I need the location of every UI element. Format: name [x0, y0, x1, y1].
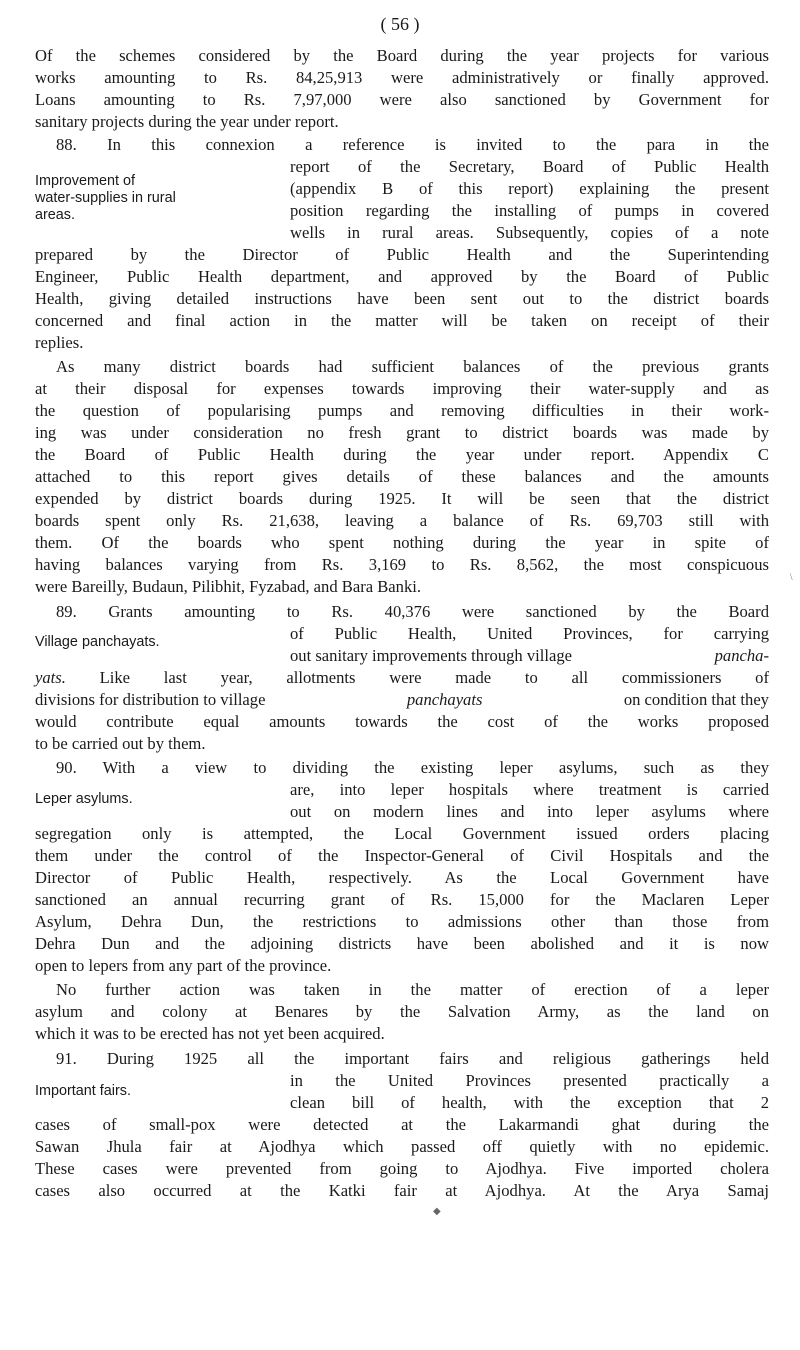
text-line: replies. [35, 333, 84, 352]
text-line: Sawan Jhula fair at Ajodhya which passed off quietly with no epidemic. [35, 1137, 769, 1156]
text-line: out on modern lines and into leper asylums where [290, 802, 769, 821]
text-line: segregation only is attempted, the Local Government issued orders placing [35, 824, 769, 843]
italic-term: panchayats [406, 690, 483, 709]
text-line: Health, giving detailed instructions have been sent out to the district boards [35, 289, 769, 308]
text-line: open to lepers from any part of the province. [35, 956, 332, 975]
text-line: cases also occurred at the Katki fair at Ajodhya. At the Arya Samaj [35, 1181, 769, 1200]
paragraph-88-start: 88. In this connexion a reference is invited to the para in the [56, 135, 769, 154]
text-line: Engineer, Public Health department, and approved by the Board of Public [35, 267, 769, 286]
text-line [290, 645, 769, 667]
margin-note-village-panchayats: Village panchayats. [35, 634, 160, 650]
text-line: were Bareilly, Budaun, Pilibhit, Fyzabad, and Bara Banki. [35, 577, 422, 596]
text-line: works amounting to Rs. 84,25,913 were administratively or finally approved. [35, 68, 769, 87]
paragraph-91-start: 91. During 1925 all the important fairs and religious gatherings held [56, 1049, 769, 1068]
margin-note-improvement: Improvement of [35, 173, 135, 189]
text-line [35, 667, 769, 689]
text-line: in the United Provinces presented practically a [290, 1071, 769, 1090]
text-line: them. Of the boards who spent nothing during the year in spite of [35, 533, 769, 552]
text-line: sanitary projects during the year under report. [35, 112, 339, 131]
text-line: clean bill of health, with the exception that 2 [290, 1093, 769, 1112]
text-line: report of the Secretary, Board of Public Health [290, 157, 769, 176]
text-line: wells in rural areas. Subsequently, copies of a note [290, 223, 769, 242]
margin-note-improvement: water-supplies in rural [35, 190, 176, 206]
text-line: (appendix B of this report) explaining the present [290, 179, 769, 198]
text-line: cases of small-pox were detected at the Lakarmandi ghat during the [35, 1115, 769, 1134]
text-line: the question of popularising pumps and removing difficulties in their work- [35, 401, 769, 420]
text-line: attached to this report gives details of these balances and the amounts [35, 467, 769, 486]
text-line: Dehra Dun and the adjoining districts have been abolished and it is now [35, 934, 769, 953]
ink-speck: \ [790, 572, 793, 582]
text-line: Of the schemes considered by the Board during the year projects for various [35, 46, 769, 65]
text-line: which it was to be erected has not yet been acquired. [35, 1024, 385, 1043]
text-segment: out sanitary improvements through village [290, 646, 573, 665]
paragraph-90-start: 90. With a view to dividing the existing leper asylums, such as they [56, 758, 769, 777]
text-line [35, 689, 769, 711]
margin-note-improvement: areas. [35, 207, 75, 223]
text-line: to be carried out by them. [35, 734, 206, 753]
text-line: As many district boards had sufficient balances of the previous grants [56, 357, 769, 376]
text-segment: on condition that they [623, 690, 769, 709]
text-line: expended by district boards during 1925. It will be seen that the district [35, 489, 769, 508]
page-number: ( 56 ) [380, 14, 420, 34]
text-line: sanctioned an annual recurring grant of Rs. 15,000 for the Maclaren Leper [35, 890, 769, 909]
paragraph-89-start: 89. Grants amounting to Rs. 40,376 were sanctioned by the Board [56, 602, 769, 621]
italic-term: yats. [35, 668, 66, 687]
text-line: them under the control of the Inspector-General of Civil Hospitals and the [35, 846, 769, 865]
text-line: asylum and colony at Benares by the Salvation Army, as the land on [35, 1002, 769, 1021]
text-line: Loans amounting to Rs. 7,97,000 were also sanctioned by Government for [35, 90, 769, 109]
text-segment: divisions for distribution to village [35, 690, 266, 709]
text-line: Asylum, Dehra Dun, the restrictions to admissions other than those from [35, 912, 769, 931]
text-line: prepared by the Director of Public Health and the Superintending [35, 245, 769, 264]
text-line: would contribute equal amounts towards the cost of the works proposed [35, 712, 769, 731]
text-line: These cases were prevented from going to Ajodhya. Five imported cholera [35, 1159, 769, 1178]
text-line: the Board of Public Health during the year under report. Appendix C [35, 445, 769, 464]
text-line: are, into leper hospitals where treatment is carried [290, 780, 769, 799]
text-line: No further action was taken in the matter of erection of a leper [56, 980, 769, 999]
text-line: position regarding the installing of pumps in covered [290, 201, 769, 220]
italic-term: pancha- [714, 646, 769, 665]
margin-note-important-fairs: Important fairs. [35, 1083, 131, 1099]
text-line: concerned and final action in the matter will be taken on receipt of their [35, 311, 769, 330]
text-line: at their disposal for expenses towards improving their water-supply and as [35, 379, 769, 398]
text-segment: Like last year, allotments were made to all commissioners of [65, 668, 769, 687]
text-line: ing was under consideration no fresh grant to district boards was made by [35, 423, 769, 442]
margin-note-leper-asylums: Leper asylums. [35, 791, 133, 807]
text-line: Director of Public Health, respectively. As the Local Government have [35, 868, 769, 887]
text-line: boards spent only Rs. 21,638, leaving a balance of Rs. 69,703 still with [35, 511, 769, 530]
text-line: having balances varying from Rs. 3,169 to Rs. 8,562, the most conspicuous [35, 555, 769, 574]
ink-speck: ◆ [433, 1206, 441, 1217]
text-line: of Public Health, United Provinces, for carrying [290, 624, 769, 643]
